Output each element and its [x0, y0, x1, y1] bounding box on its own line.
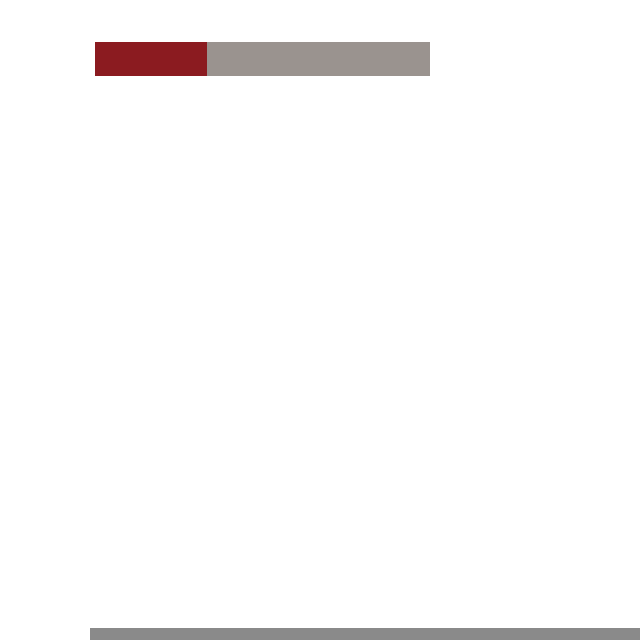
header-banner: [95, 42, 430, 76]
brand-title: [95, 42, 207, 76]
footer-bar: [90, 628, 640, 640]
authors-tagline: [207, 42, 430, 76]
